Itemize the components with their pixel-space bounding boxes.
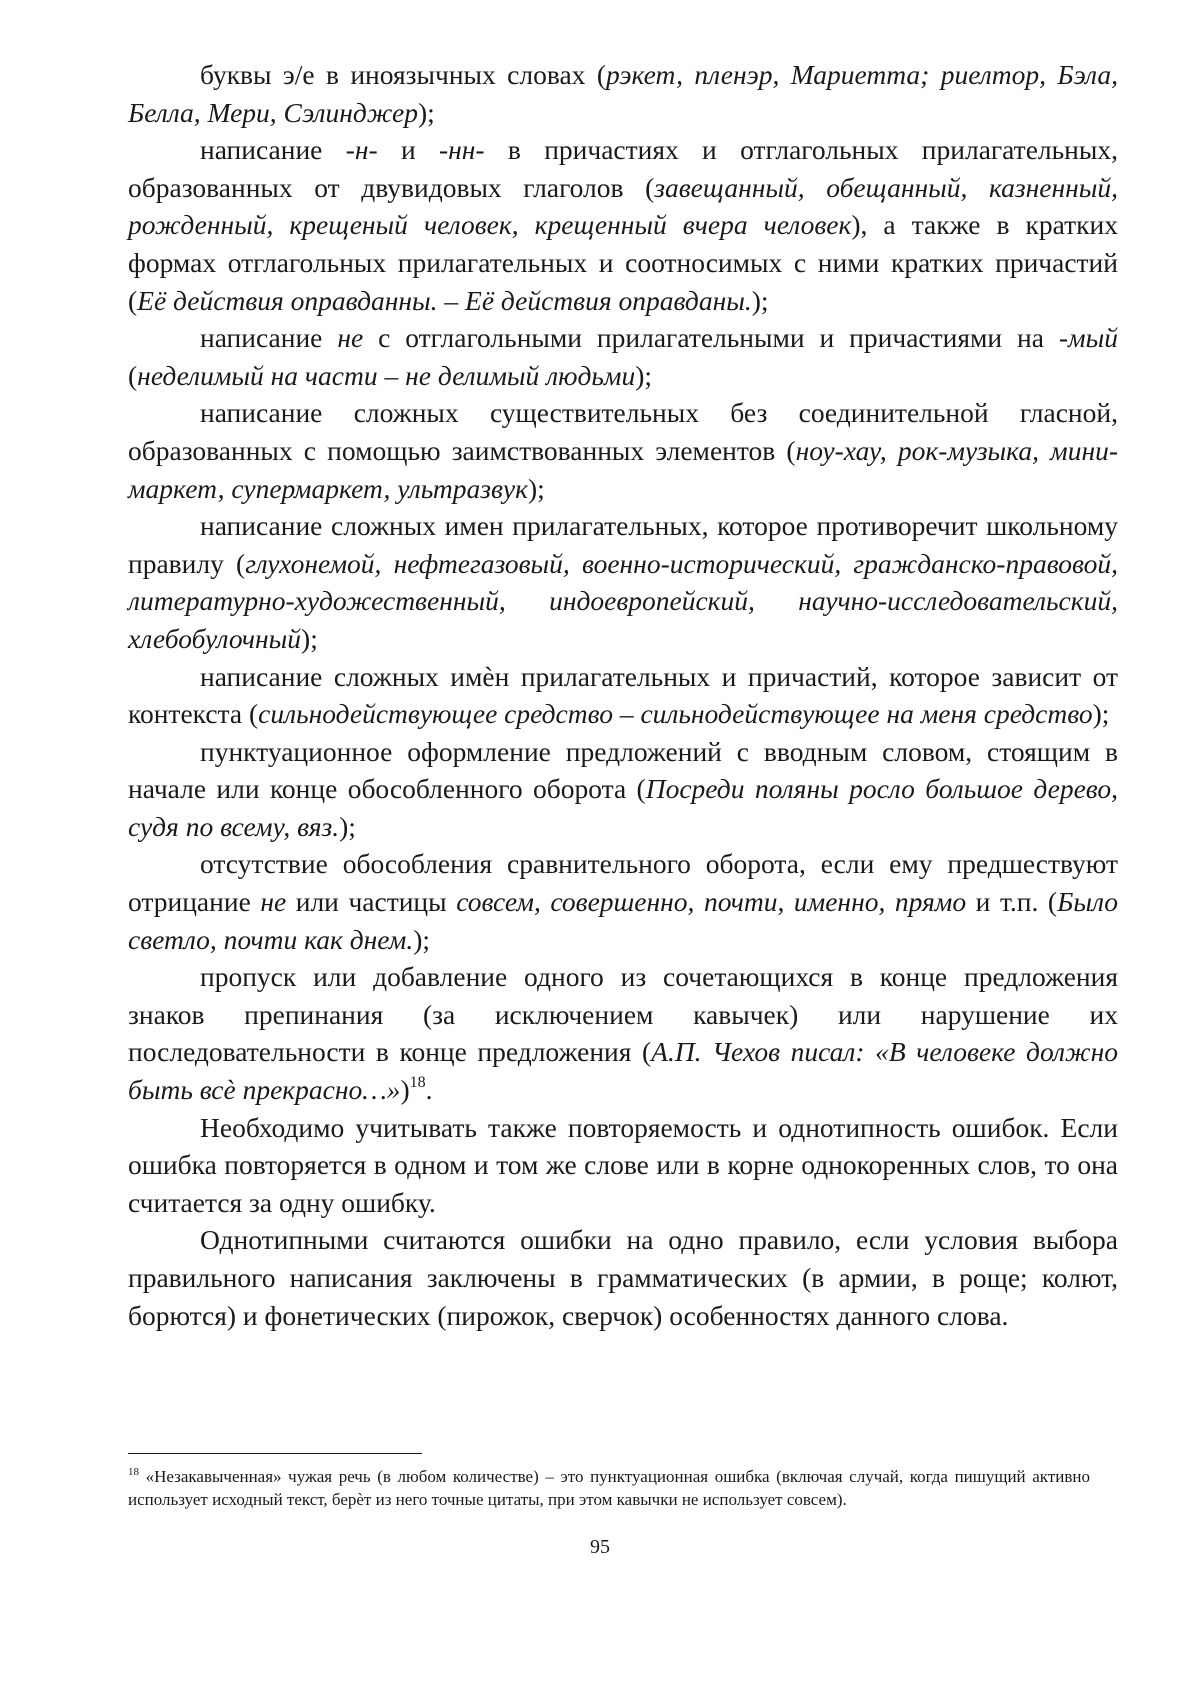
paragraph-text: в причастиях и отглагольных прилагательных, образованных от двувидовых глаголов ( xyxy=(128,134,1118,203)
paragraph-text: ) xyxy=(400,1074,410,1106)
example-text: -нн- xyxy=(438,134,485,166)
paragraph-text: ); xyxy=(413,923,431,955)
paragraph xyxy=(128,56,1118,131)
paragraph-text: ); xyxy=(339,810,356,842)
page-number: 95 xyxy=(590,1536,610,1558)
paragraph-text: ); xyxy=(417,96,435,128)
example-text: неделимый на части – не делимый людьми xyxy=(137,359,636,391)
paragraph xyxy=(128,958,1118,1108)
example-text: ноу-хау, рок-музыка, мини-маркет, супермаркет, ультразвук xyxy=(128,434,1118,504)
paragraph-text: буквы э/е в иноязычных словах ( xyxy=(200,59,606,90)
example-text: А.П. Чехов писал: «В человеке должно быть всѐ прекрасно…» xyxy=(128,1036,1119,1106)
paragraph-text: отсутствие обособления сравнительного оборота, если ему предшествуют отрицание xyxy=(128,848,1118,918)
paragraph xyxy=(128,131,1118,319)
example-text: Её действия оправданны. – Её действия оправданы. xyxy=(137,284,752,316)
paragraph-text: ); xyxy=(635,359,653,391)
paragraph xyxy=(128,394,1118,507)
footnote xyxy=(128,1466,1090,1511)
paragraph-text: ); xyxy=(528,472,545,504)
example-text: не xyxy=(337,322,364,354)
paragraph-text: или частицы xyxy=(286,886,457,918)
example-text: сильнодействующее средство – сильнодействующее на меня средство xyxy=(258,698,1093,730)
paragraph-text: ); xyxy=(751,284,769,316)
example-text: глухонемой, нефтегазовый, военно-исторический, гражданско-правовой, литературно-художественный, индоевропейский, научно-исследовательский, хлебобулочный xyxy=(128,547,1118,654)
example-text: -н- xyxy=(345,134,378,166)
footnote-separator xyxy=(128,1453,422,1454)
paragraph-text: Необходимо учитывать также повторяемость и однотипность ошибок. Если ошибка повторяется в одном и том же слове или в корне однокоренных слов, то она считается за одну ошибку. xyxy=(128,1111,1118,1218)
example-text: мый xyxy=(1068,322,1118,354)
paragraph xyxy=(128,658,1118,733)
paragraph xyxy=(128,507,1118,657)
paragraph-text: Однотипными считаются ошибки на одно правило, если условия выбора правильного написания заключены в грамматических (в армии, в роще; колют, борются) и фонетических (пирожок, сверчок) особенностях данного слова. xyxy=(128,1224,1118,1331)
paragraph xyxy=(128,319,1118,394)
example-text: не xyxy=(260,886,287,918)
paragraph-text: пропуск или добавление одного из сочетающихся в конце предложения знаков препинания (за исключением кавычек) или нарушение их последовательности в конце предложения ( xyxy=(128,961,1118,1068)
paragraph xyxy=(128,845,1118,958)
paragraph-text: ); xyxy=(1092,698,1110,730)
paragraph xyxy=(128,733,1118,846)
paragraph-text: написание сложных существительных без соединительной гласной, образованных с помощью заимствованных элементов ( xyxy=(128,397,1118,466)
example-text: Посреди поляны росло большое дерево, судя по всему, вяз. xyxy=(128,773,1119,842)
paragraph-text: ( xyxy=(128,359,138,391)
paragraph xyxy=(128,1109,1118,1222)
paragraph-text: написание сложных имен прилагательных, которое противоречит школьному правилу ( xyxy=(128,510,1118,579)
example-text: Было светло, почти как днем. xyxy=(128,886,1119,955)
footnote-reference: 18 xyxy=(409,1074,426,1092)
paragraph-text: написание сложных имѐн прилагательных и причастий, которое зависит от контекста ( xyxy=(128,660,1118,730)
paragraph-text: пунктуационное оформление предложений с вводным словом, стоящим в начале или конце обособленного оборота ( xyxy=(128,735,1118,805)
paragraph-text: . xyxy=(425,1074,433,1106)
paragraph xyxy=(128,1221,1118,1334)
paragraph-text: и xyxy=(377,134,439,166)
paragraph-text: ), а также в кратких формах отглагольных прилагательных и соотносимых с ними кратких причастий ( xyxy=(128,209,1118,316)
example-text: завещанный, обещанный, казненный, рожденный, крещеный человек, крещенный вчера человек xyxy=(128,171,1118,241)
paragraph-text: с отглагольными прилагательными и причастиями на - xyxy=(363,322,1069,354)
example-text: совсем, совершенно, почти, именно, прямо xyxy=(456,886,967,918)
page-body xyxy=(128,56,1118,1334)
footnote-marker: 18 xyxy=(128,1466,139,1478)
paragraph-text: и т.п. ( xyxy=(966,886,1058,918)
paragraph-text: написание xyxy=(200,134,346,166)
paragraph-text: написание xyxy=(200,322,338,354)
example-text: рэкет, пленэр, Мариетта; риелтор, Бэла, Белла, Мери, Сэлинджер xyxy=(128,59,1118,128)
paragraph-text: ); xyxy=(301,622,318,654)
footnote-text: «Незакавыченная» чужая речь (в любом количестве) – это пунктуационная ошибка (включая случай, когда пишущий активно использует исходный текст, берѐт из него точные цитаты, при этом кавычки не использует совсем). xyxy=(128,1467,1090,1509)
